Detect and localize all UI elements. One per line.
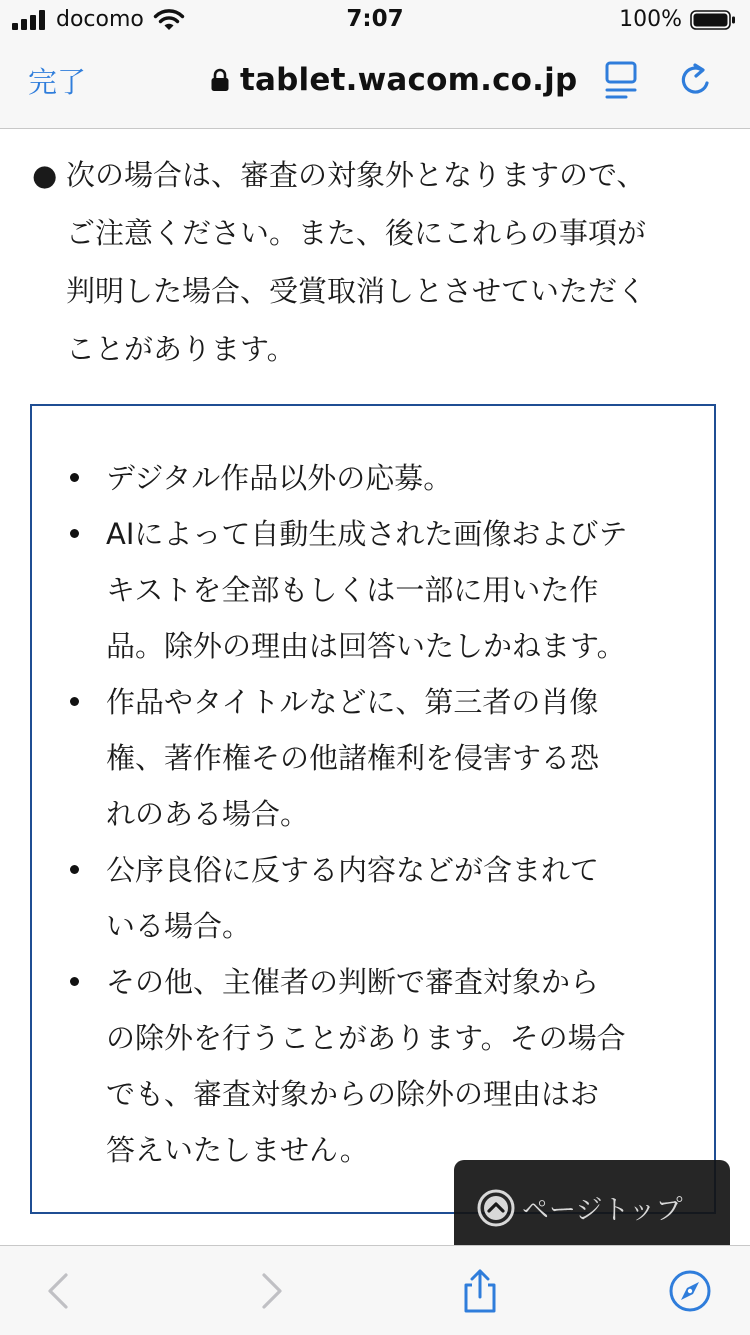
battery-icon <box>690 10 736 30</box>
reload-icon[interactable] <box>676 60 716 100</box>
share-icon[interactable] <box>458 1268 502 1314</box>
list-item: 公序良俗に反する内容などが含まれて いる場合。 <box>32 842 627 954</box>
bullet-icon <box>70 865 79 874</box>
exclusion-list <box>32 450 627 1178</box>
chevron-up-circle-icon <box>476 1188 516 1228</box>
list-item: AIによって自動生成された画像およびテ キストを全部もしくは一部に用いた作 品。除外の理由は回答いたしかねます。 <box>32 506 627 674</box>
url-text: tablet.wacom.co.jp <box>240 62 578 98</box>
url-field[interactable] <box>210 58 577 102</box>
forward-icon[interactable] <box>250 1268 294 1314</box>
lock-icon <box>210 68 230 92</box>
compass-icon[interactable] <box>668 1268 712 1314</box>
back-icon[interactable] <box>36 1268 80 1314</box>
bullet-icon <box>70 977 79 986</box>
done-button[interactable]: 完了 <box>28 65 87 99</box>
intro-line: ご注意ください。また、後にこれらの事項が <box>66 216 647 250</box>
battery-percent: 100% <box>619 7 682 32</box>
browser-toolbar <box>0 1245 750 1335</box>
bullet-icon <box>70 697 79 706</box>
list-item: その他、主催者の判断で審査対象から の除外を行うことがあります。その場合 でも、審査対象からの除外の理由はお 答えいたしません。 <box>32 954 627 1178</box>
list-item: 作品やタイトルなどに、第三者の肖像 権、著作権その他諸権利を侵害する恐 れのある場合。 <box>32 674 627 842</box>
intro-line: ことがあります。 <box>66 332 296 366</box>
intro-notice <box>32 146 712 378</box>
list-item: デジタル作品以外の応募。 <box>32 450 627 506</box>
intro-line: 判明した場合、受賞取消しとさせていただく <box>66 274 647 308</box>
status-bar <box>0 0 750 40</box>
browser-address-bar <box>0 40 750 129</box>
page-top-button[interactable] <box>454 1160 730 1246</box>
intro-bullet: ● <box>32 158 58 192</box>
page-top-label: ページトップ <box>522 1195 683 1226</box>
bullet-icon <box>70 529 79 538</box>
clock: 7:07 <box>346 6 404 32</box>
exclusion-notice-box <box>30 404 716 1214</box>
reader-icon[interactable] <box>604 60 640 100</box>
carrier-name: docomo <box>56 7 144 32</box>
intro-line: 次の場合は、審査の対象外となりますので、 <box>66 158 646 192</box>
bullet-icon <box>70 473 79 482</box>
